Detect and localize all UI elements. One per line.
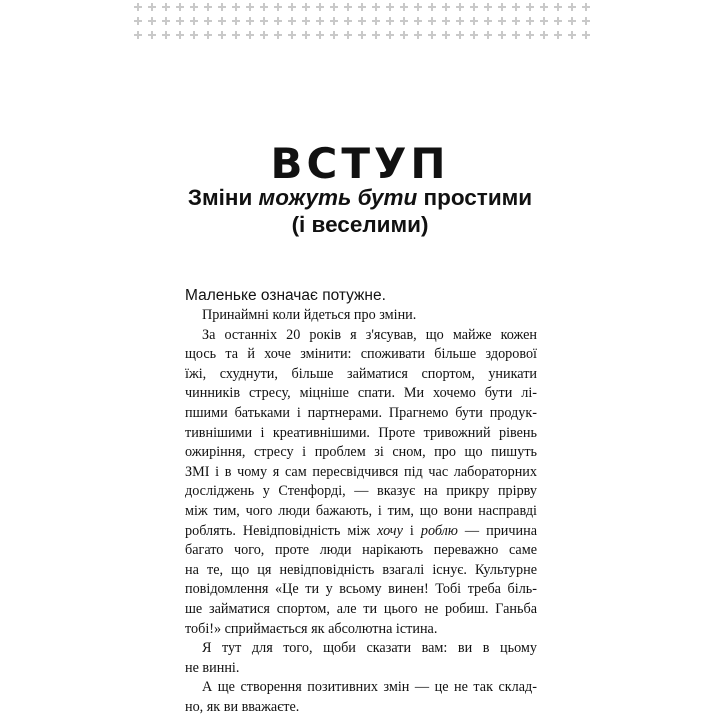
text-line: тивнішими і креативнішими. Проте тривожний рівень [185,424,537,441]
text-line: не винні. [185,659,240,676]
text-line: роблять. Невідповідність між хочу і роблю — причина [185,522,537,539]
chapter-title: ВСТУП [270,139,450,188]
text-line: За останніх 20 років я з'ясував, що майже кожен [202,326,537,343]
text-line: Я тут для того, щоби сказати вам: ви в цьому [202,640,537,657]
text-line: щось та й хоче змінити: споживати більше здорової [185,346,537,363]
chapter-subtitle [0,184,720,238]
text-line: ше займатися спортом, але ти цього не робиш. Ганьба [185,600,537,617]
text-line: чинників стресу, міцніше спати. Ми хочемо бути лі- [185,385,537,402]
text-line: повідомлення «Це ти у всьому винен! Тобі треба біль- [185,581,537,598]
text-line: но, як ви вважаєте. [185,698,300,715]
text-line: ожиріння, стресу і проблем зі сном, про що пишуть [185,444,537,461]
paragraph-3 [185,639,537,678]
text-line: ЗМІ і в чому я сам пересвідчився під час лабораторних [185,463,537,480]
paragraph-2 [185,326,537,640]
text-line: пшими батьками і партнерами. Прагнемо бути продук- [185,404,537,421]
text-line: тобі!» сприймається як абсолютна істина. [185,620,438,637]
paragraph-4 [185,678,537,717]
text-line: на те, що ця невідповідність взагалі існує. Культурне [185,561,537,578]
text-line: їжі, схуднути, більше займатися спортом, уникати [185,365,537,382]
text-line: між тим, чого люди бажають, і тим, що вони насправді [185,502,537,519]
body-text [185,286,537,717]
text-line: А ще створення позитивних змін — це не так склад- [202,679,537,696]
lead-sentence: Маленьке означає потужне. [185,287,386,304]
text-line: досліджень у Стенфорді, — вказує на прикру прірву [185,483,537,500]
paragraph-1: Принаймні коли йдеться про зміни. [202,307,417,323]
subtitle-line-2: (і веселими) [291,212,429,237]
decorative-cross-pattern [131,0,590,44]
text-line: багато чого, проте люди нарікають переважно саме [185,542,537,559]
subtitle-line-1: Зміни можуть бути простими [187,185,533,210]
